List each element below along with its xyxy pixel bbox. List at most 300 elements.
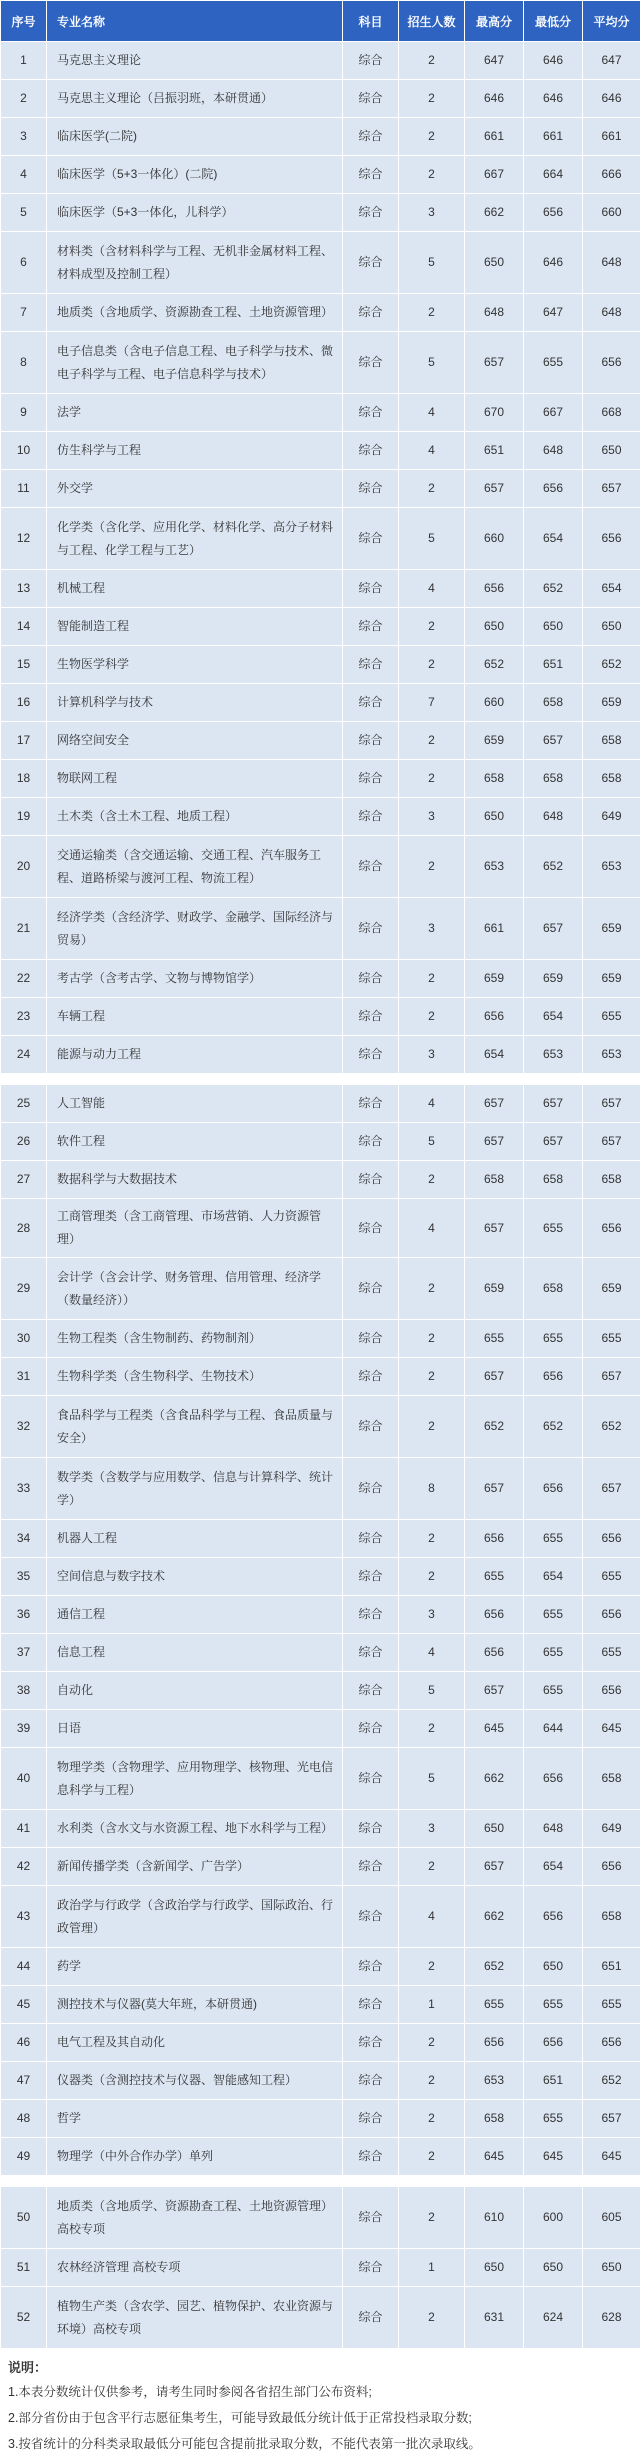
row-avg-score: 654 (583, 570, 640, 608)
row-major-name: 仿生科学与工程 (47, 432, 343, 470)
row-no: 34 (1, 1520, 47, 1558)
row-subject: 综合 (343, 232, 399, 294)
row-max-score: 656 (465, 1520, 524, 1558)
row-no: 18 (1, 760, 47, 798)
row-subject: 综合 (343, 960, 399, 998)
row-major-name: 软件工程 (47, 1123, 343, 1161)
row-min-score: 658 (524, 760, 583, 798)
row-avg-score: 628 (583, 2287, 640, 2349)
row-enrollment-count: 3 (399, 798, 465, 836)
table-row (1, 1948, 640, 1986)
row-avg-score: 645 (583, 1710, 640, 1748)
row-avg-score: 661 (583, 118, 640, 156)
table-row (1, 1358, 640, 1396)
row-max-score: 657 (465, 1672, 524, 1710)
row-no: 1 (1, 42, 47, 80)
row-no: 48 (1, 2100, 47, 2138)
row-min-score: 648 (524, 432, 583, 470)
row-enrollment-count: 3 (399, 1810, 465, 1848)
row-enrollment-count: 2 (399, 1520, 465, 1558)
row-no: 44 (1, 1948, 47, 1986)
row-max-score: 652 (465, 1948, 524, 1986)
table-row (1, 836, 640, 898)
row-major-name: 信息工程 (47, 1634, 343, 1672)
table-row (1, 1123, 640, 1161)
row-no: 37 (1, 1634, 47, 1672)
row-min-score: 657 (524, 1123, 583, 1161)
row-max-score: 645 (465, 1710, 524, 1748)
row-subject: 综合 (343, 1161, 399, 1199)
table-row (1, 1036, 640, 1074)
notes-section (0, 2349, 640, 2463)
row-no: 2 (1, 80, 47, 118)
row-subject: 综合 (343, 2138, 399, 2176)
row-no: 19 (1, 798, 47, 836)
row-min-score: 656 (524, 470, 583, 508)
row-min-score: 656 (524, 1358, 583, 1396)
row-no: 35 (1, 1558, 47, 1596)
table-row (1, 998, 640, 1036)
row-avg-score: 655 (583, 1320, 640, 1358)
row-avg-score: 653 (583, 1036, 640, 1074)
row-no: 28 (1, 1199, 47, 1258)
row-max-score: 658 (465, 1161, 524, 1199)
row-subject: 综合 (343, 194, 399, 232)
row-avg-score: 658 (583, 1161, 640, 1199)
row-max-score: 655 (465, 1558, 524, 1596)
row-enrollment-count: 5 (399, 232, 465, 294)
row-no: 11 (1, 470, 47, 508)
row-subject: 综合 (343, 1320, 399, 1358)
row-min-score: 644 (524, 1710, 583, 1748)
row-major-name: 测控技术与仪器(莫大年班，本研贯通) (47, 1986, 343, 2024)
row-major-name: 数学类（含数学与应用数学、信息与计算科学、统计学） (47, 1458, 343, 1520)
row-no: 4 (1, 156, 47, 194)
table-row (1, 194, 640, 232)
row-subject: 综合 (343, 722, 399, 760)
row-no: 10 (1, 432, 47, 470)
row-major-name: 电气工程及其自动化 (47, 2024, 343, 2062)
table-body (1, 42, 640, 2349)
table-row (1, 2249, 640, 2287)
row-subject: 综合 (343, 332, 399, 394)
row-min-score: 657 (524, 898, 583, 960)
table-row (1, 1199, 640, 1258)
row-major-name: 能源与动力工程 (47, 1036, 343, 1074)
row-major-name: 车辆工程 (47, 998, 343, 1036)
header-no: 序号 (1, 1, 47, 42)
row-enrollment-count: 5 (399, 1123, 465, 1161)
row-avg-score: 659 (583, 898, 640, 960)
row-no: 9 (1, 394, 47, 432)
table-row (1, 1848, 640, 1886)
row-major-name: 智能制造工程 (47, 608, 343, 646)
row-subject: 综合 (343, 1358, 399, 1396)
row-avg-score: 658 (583, 760, 640, 798)
row-avg-score: 652 (583, 2062, 640, 2100)
row-enrollment-count: 2 (399, 80, 465, 118)
row-max-score: 650 (465, 1810, 524, 1848)
row-enrollment-count: 4 (399, 1886, 465, 1948)
row-enrollment-count: 4 (399, 432, 465, 470)
row-min-score: 658 (524, 1258, 583, 1320)
row-min-score: 651 (524, 646, 583, 684)
section-separator (1, 2176, 640, 2187)
row-subject: 综合 (343, 1258, 399, 1320)
row-major-name: 法学 (47, 394, 343, 432)
row-subject: 综合 (343, 2062, 399, 2100)
row-enrollment-count: 2 (399, 470, 465, 508)
row-min-score: 657 (524, 1085, 583, 1123)
row-no: 46 (1, 2024, 47, 2062)
row-max-score: 652 (465, 646, 524, 684)
row-no: 29 (1, 1258, 47, 1320)
table-row (1, 1520, 640, 1558)
row-enrollment-count: 4 (399, 1199, 465, 1258)
row-max-score: 647 (465, 42, 524, 80)
row-avg-score: 656 (583, 508, 640, 570)
table-row (1, 608, 640, 646)
row-avg-score: 655 (583, 1986, 640, 2024)
row-max-score: 648 (465, 294, 524, 332)
row-no: 30 (1, 1320, 47, 1358)
row-min-score: 648 (524, 798, 583, 836)
row-max-score: 661 (465, 118, 524, 156)
row-enrollment-count: 2 (399, 1948, 465, 1986)
row-max-score: 653 (465, 2062, 524, 2100)
row-subject: 综合 (343, 836, 399, 898)
row-enrollment-count: 1 (399, 2249, 465, 2287)
row-major-name: 临床医学(二院) (47, 118, 343, 156)
row-subject: 综合 (343, 1634, 399, 1672)
header-major-name: 专业名称 (47, 1, 343, 42)
row-enrollment-count: 2 (399, 294, 465, 332)
row-major-name: 考古学（含考古学、文物与博物馆学） (47, 960, 343, 998)
row-max-score: 657 (465, 1199, 524, 1258)
row-enrollment-count: 4 (399, 1634, 465, 1672)
row-avg-score: 659 (583, 684, 640, 722)
row-major-name: 地质类（含地质学、资源勘查工程、土地资源管理）高校专项 (47, 2187, 343, 2249)
row-min-score: 661 (524, 118, 583, 156)
row-enrollment-count: 2 (399, 42, 465, 80)
row-subject: 综合 (343, 432, 399, 470)
row-subject: 综合 (343, 998, 399, 1036)
table-row (1, 1748, 640, 1810)
row-enrollment-count: 2 (399, 118, 465, 156)
table-row (1, 1634, 640, 1672)
row-min-score: 624 (524, 2287, 583, 2349)
row-major-name: 食品科学与工程类（含食品科学与工程、食品质量与安全） (47, 1396, 343, 1458)
row-no: 51 (1, 2249, 47, 2287)
row-no: 16 (1, 684, 47, 722)
row-subject: 综合 (343, 42, 399, 80)
row-avg-score: 656 (583, 1596, 640, 1634)
row-max-score: 657 (465, 1123, 524, 1161)
row-avg-score: 648 (583, 294, 640, 332)
row-major-name: 药学 (47, 1948, 343, 1986)
row-min-score: 650 (524, 608, 583, 646)
row-enrollment-count: 2 (399, 1161, 465, 1199)
row-min-score: 658 (524, 684, 583, 722)
row-max-score: 660 (465, 684, 524, 722)
table-row (1, 722, 640, 760)
row-subject: 综合 (343, 1596, 399, 1634)
row-avg-score: 651 (583, 1948, 640, 1986)
row-avg-score: 647 (583, 42, 640, 80)
row-no: 21 (1, 898, 47, 960)
section-separator (1, 1074, 640, 1085)
table-row (1, 508, 640, 570)
row-min-score: 653 (524, 1036, 583, 1074)
row-major-name: 电子信息类（含电子信息工程、电子科学与技术、微电子科学与工程、电子信息科学与技术） (47, 332, 343, 394)
row-max-score: 631 (465, 2287, 524, 2349)
table-row (1, 1596, 640, 1634)
row-enrollment-count: 2 (399, 2024, 465, 2062)
row-subject: 综合 (343, 898, 399, 960)
row-major-name: 人工智能 (47, 1085, 343, 1123)
table-row (1, 432, 640, 470)
row-enrollment-count: 2 (399, 1710, 465, 1748)
row-avg-score: 655 (583, 1558, 640, 1596)
table-row (1, 1396, 640, 1458)
row-avg-score: 668 (583, 394, 640, 432)
row-avg-score: 656 (583, 2024, 640, 2062)
row-major-name: 水利类（含水文与水资源工程、地下水科学与工程） (47, 1810, 343, 1848)
row-max-score: 659 (465, 1258, 524, 1320)
row-min-score: 652 (524, 570, 583, 608)
row-avg-score: 666 (583, 156, 640, 194)
row-major-name: 土木类（含土木工程、地质工程） (47, 798, 343, 836)
row-min-score: 646 (524, 42, 583, 80)
table-row (1, 294, 640, 332)
table-row (1, 1810, 640, 1848)
row-avg-score: 655 (583, 998, 640, 1036)
row-major-name: 物联网工程 (47, 760, 343, 798)
row-major-name: 机器人工程 (47, 1520, 343, 1558)
section-separator-cell (1, 1074, 640, 1085)
row-avg-score: 656 (583, 332, 640, 394)
row-subject: 综合 (343, 1672, 399, 1710)
row-max-score: 670 (465, 394, 524, 432)
row-avg-score: 646 (583, 80, 640, 118)
row-max-score: 659 (465, 722, 524, 760)
row-subject: 综合 (343, 80, 399, 118)
row-no: 36 (1, 1596, 47, 1634)
row-no: 24 (1, 1036, 47, 1074)
row-no: 14 (1, 608, 47, 646)
row-major-name: 材料类（含材料科学与工程、无机非金属材料工程、材料成型及控制工程） (47, 232, 343, 294)
row-enrollment-count: 2 (399, 1396, 465, 1458)
row-subject: 综合 (343, 646, 399, 684)
row-avg-score: 656 (583, 1672, 640, 1710)
row-subject: 综合 (343, 1458, 399, 1520)
row-max-score: 656 (465, 998, 524, 1036)
row-subject: 综合 (343, 1986, 399, 2024)
row-no: 39 (1, 1710, 47, 1748)
row-no: 52 (1, 2287, 47, 2349)
row-no: 20 (1, 836, 47, 898)
row-avg-score: 652 (583, 1396, 640, 1458)
row-major-name: 仪器类（含测控技术与仪器、智能感知工程） (47, 2062, 343, 2100)
row-max-score: 650 (465, 232, 524, 294)
row-min-score: 655 (524, 1672, 583, 1710)
row-major-name: 临床医学（5+3一体化，儿科学） (47, 194, 343, 232)
row-enrollment-count: 2 (399, 1258, 465, 1320)
table-row (1, 570, 640, 608)
header-max-score: 最高分 (465, 1, 524, 42)
table-row (1, 2100, 640, 2138)
row-subject: 综合 (343, 156, 399, 194)
row-min-score: 647 (524, 294, 583, 332)
row-min-score: 655 (524, 332, 583, 394)
row-min-score: 656 (524, 2024, 583, 2062)
row-enrollment-count: 2 (399, 608, 465, 646)
row-avg-score: 657 (583, 470, 640, 508)
row-major-name: 空间信息与数字技术 (47, 1558, 343, 1596)
row-max-score: 655 (465, 1986, 524, 2024)
row-min-score: 656 (524, 1458, 583, 1520)
row-avg-score: 656 (583, 1520, 640, 1558)
row-min-score: 648 (524, 1810, 583, 1848)
row-min-score: 650 (524, 1948, 583, 1986)
row-enrollment-count: 5 (399, 508, 465, 570)
table-row (1, 2287, 640, 2349)
row-major-name: 物理学（中外合作办学）单列 (47, 2138, 343, 2176)
row-enrollment-count: 7 (399, 684, 465, 722)
row-subject: 综合 (343, 1748, 399, 1810)
row-enrollment-count: 5 (399, 332, 465, 394)
row-subject: 综合 (343, 1886, 399, 1948)
row-min-score: 652 (524, 1396, 583, 1458)
row-min-score: 655 (524, 1520, 583, 1558)
table-row (1, 232, 640, 294)
row-min-score: 650 (524, 2249, 583, 2287)
row-subject: 综合 (343, 294, 399, 332)
row-no: 7 (1, 294, 47, 332)
row-major-name: 自动化 (47, 1672, 343, 1710)
row-enrollment-count: 8 (399, 1458, 465, 1520)
row-min-score: 654 (524, 998, 583, 1036)
row-subject: 综合 (343, 2187, 399, 2249)
row-min-score: 667 (524, 394, 583, 432)
row-major-name: 新闻传播学类（含新闻学、广告学） (47, 1848, 343, 1886)
row-no: 13 (1, 570, 47, 608)
table-row (1, 898, 640, 960)
row-no: 43 (1, 1886, 47, 1948)
table-row (1, 1672, 640, 1710)
row-max-score: 657 (465, 1458, 524, 1520)
row-no: 33 (1, 1458, 47, 1520)
row-enrollment-count: 2 (399, 156, 465, 194)
row-min-score: 646 (524, 80, 583, 118)
row-subject: 综合 (343, 2249, 399, 2287)
row-avg-score: 657 (583, 1458, 640, 1520)
row-min-score: 652 (524, 836, 583, 898)
row-no: 5 (1, 194, 47, 232)
row-max-score: 657 (465, 1085, 524, 1123)
table-row (1, 1258, 640, 1320)
row-major-name: 工商管理类（含工商管理、市场营销、人力资源管理） (47, 1199, 343, 1258)
row-subject: 综合 (343, 1199, 399, 1258)
row-avg-score: 649 (583, 1810, 640, 1848)
row-major-name: 数据科学与大数据技术 (47, 1161, 343, 1199)
row-enrollment-count: 4 (399, 1085, 465, 1123)
note-item: 2.部分省份由于包含平行志愿征集考生，可能导致最低分统计低于正常投档录取分数; (8, 2405, 632, 2431)
table-row (1, 1710, 640, 1748)
row-subject: 综合 (343, 1810, 399, 1848)
row-subject: 综合 (343, 508, 399, 570)
row-major-name: 哲学 (47, 2100, 343, 2138)
row-enrollment-count: 2 (399, 2062, 465, 2100)
row-enrollment-count: 2 (399, 2138, 465, 2176)
row-min-score: 656 (524, 1886, 583, 1948)
row-avg-score: 650 (583, 2249, 640, 2287)
row-min-score: 646 (524, 232, 583, 294)
row-no: 42 (1, 1848, 47, 1886)
row-major-name: 物理学类（含物理学、应用物理学、核物理、光电信息科学与工程） (47, 1748, 343, 1810)
row-enrollment-count: 2 (399, 998, 465, 1036)
row-major-name: 植物生产类（含农学、园艺、植物保护、农业资源与环境）高校专项 (47, 2287, 343, 2349)
row-no: 8 (1, 332, 47, 394)
row-enrollment-count: 2 (399, 1320, 465, 1358)
row-min-score: 600 (524, 2187, 583, 2249)
row-enrollment-count: 2 (399, 1558, 465, 1596)
row-min-score: 655 (524, 1634, 583, 1672)
row-major-name: 化学类（含化学、应用化学、材料化学、高分子材料与工程、化学工程与工艺） (47, 508, 343, 570)
row-enrollment-count: 3 (399, 898, 465, 960)
row-subject: 综合 (343, 2287, 399, 2349)
note-item: 3.按省统计的分科类录取最低分可能包含提前批录取分数，不能代表第一批次录取线。 (8, 2431, 632, 2457)
row-no: 45 (1, 1986, 47, 2024)
row-major-name: 地质类（含地质学、资源勘查工程、土地资源管理） (47, 294, 343, 332)
table-row (1, 1458, 640, 1520)
row-subject: 综合 (343, 2100, 399, 2138)
row-min-score: 645 (524, 2138, 583, 2176)
row-subject: 综合 (343, 470, 399, 508)
header-avg-score: 平均分 (583, 1, 640, 42)
row-enrollment-count: 2 (399, 2287, 465, 2349)
row-major-name: 临床医学（5+3一体化）(二院) (47, 156, 343, 194)
row-max-score: 662 (465, 194, 524, 232)
row-min-score: 655 (524, 2100, 583, 2138)
row-avg-score: 656 (583, 1848, 640, 1886)
row-no: 41 (1, 1810, 47, 1848)
row-major-name: 外交学 (47, 470, 343, 508)
row-max-score: 656 (465, 2024, 524, 2062)
table-row (1, 42, 640, 80)
row-avg-score: 659 (583, 1258, 640, 1320)
table-row (1, 1320, 640, 1358)
row-major-name: 交通运输类（含交通运输、交通工程、汽车服务工程、道路桥梁与渡河工程、物流工程） (47, 836, 343, 898)
table-row (1, 646, 640, 684)
row-subject: 综合 (343, 1085, 399, 1123)
table-row (1, 798, 640, 836)
row-no: 27 (1, 1161, 47, 1199)
row-avg-score: 645 (583, 2138, 640, 2176)
table-row (1, 80, 640, 118)
row-max-score: 657 (465, 332, 524, 394)
row-max-score: 667 (465, 156, 524, 194)
table-row (1, 2024, 640, 2062)
row-max-score: 646 (465, 80, 524, 118)
header-min-score: 最低分 (524, 1, 583, 42)
row-min-score: 654 (524, 1558, 583, 1596)
row-enrollment-count: 2 (399, 2100, 465, 2138)
row-max-score: 662 (465, 1886, 524, 1948)
row-major-name: 日语 (47, 1710, 343, 1748)
row-min-score: 656 (524, 194, 583, 232)
row-subject: 综合 (343, 1520, 399, 1558)
